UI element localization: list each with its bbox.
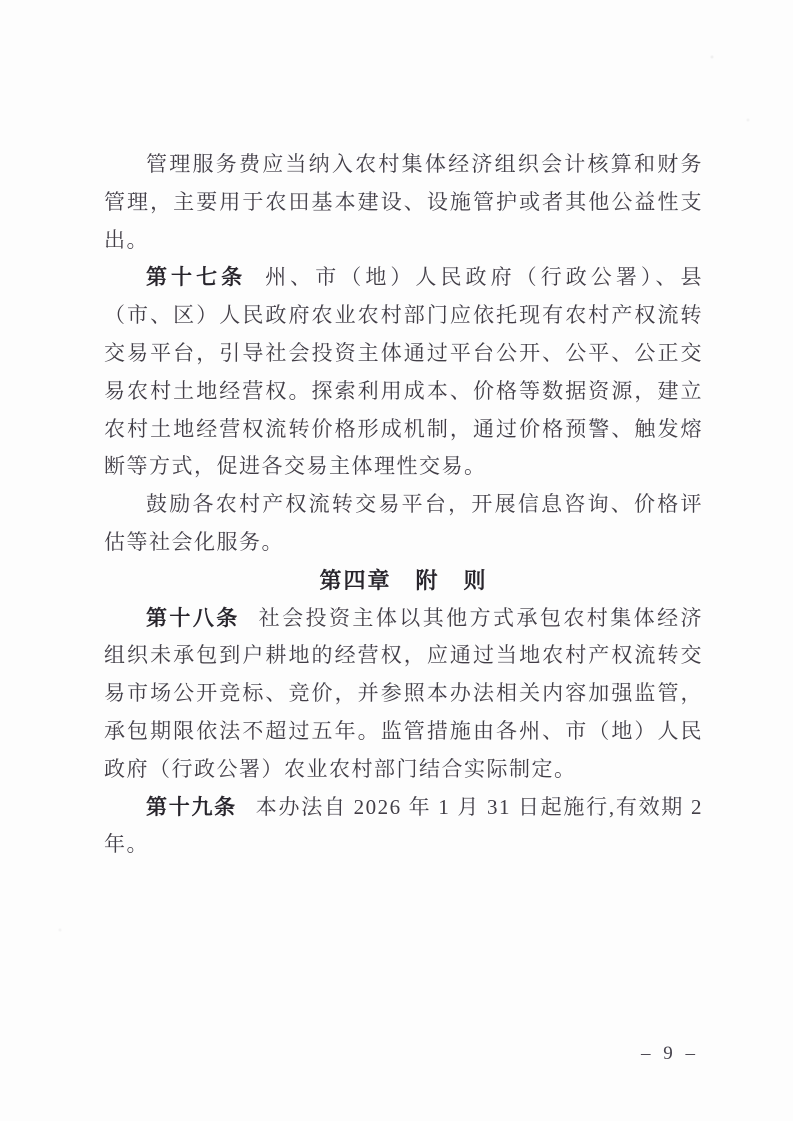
article-19-number: 第十九条 xyxy=(146,795,237,819)
paragraph-text: 本办法自 2026 年 1 月 31 日起施行,有效期 2 年。 xyxy=(104,794,704,857)
paragraph-text: 州、市（地）人民政府（行政公署）、县（市、区）人民政府农业农村部门应依托现有农村产权流转交易平台，引导社会投资主体通过平台公开、公平、公正交易农村土地经营权。探索利用成本、价格等数据资源，建立农村土地经营权流转价格形成机制，通过价格预警、触发熔断等方式，促进各交易主体理性交易。 xyxy=(104,265,704,479)
paragraph-management-fee xyxy=(104,146,703,259)
paragraph-text: 鼓励各农村产权流转交易平台，开展信息咨询、价格评估等社会化服务。 xyxy=(104,492,703,554)
document-body xyxy=(104,146,703,864)
page-number: – 9 – xyxy=(641,1043,699,1064)
chapter-4-heading: 第四章 附 则 xyxy=(319,567,488,593)
paragraph-article-18 xyxy=(104,600,703,789)
paragraph-encourage-platforms xyxy=(104,486,703,562)
paragraph-article-19 xyxy=(104,789,703,865)
paragraph-text: 社会投资主体以其他方式承包农村集体经济组织未承包到户耕地的经营权，应通过当地农村产权流转交易市场公开竞标、竞价，并参照本办法相关内容加强监管，承包期限依法不超过五年。监管措施由各州、市（地）人民政府（行政公署）农业农村部门结合实际制定。 xyxy=(104,605,704,781)
page-footer xyxy=(641,1042,699,1066)
paragraph-text: 管理服务费应当纳入农村集体经济组织会计核算和财务管理，主要用于农田基本建设、设施管护或者其他公益性支出。 xyxy=(104,152,703,252)
paragraph-article-17 xyxy=(104,259,703,486)
article-17-number: 第十七条 xyxy=(146,266,247,290)
article-18-number: 第十八条 xyxy=(146,606,240,630)
